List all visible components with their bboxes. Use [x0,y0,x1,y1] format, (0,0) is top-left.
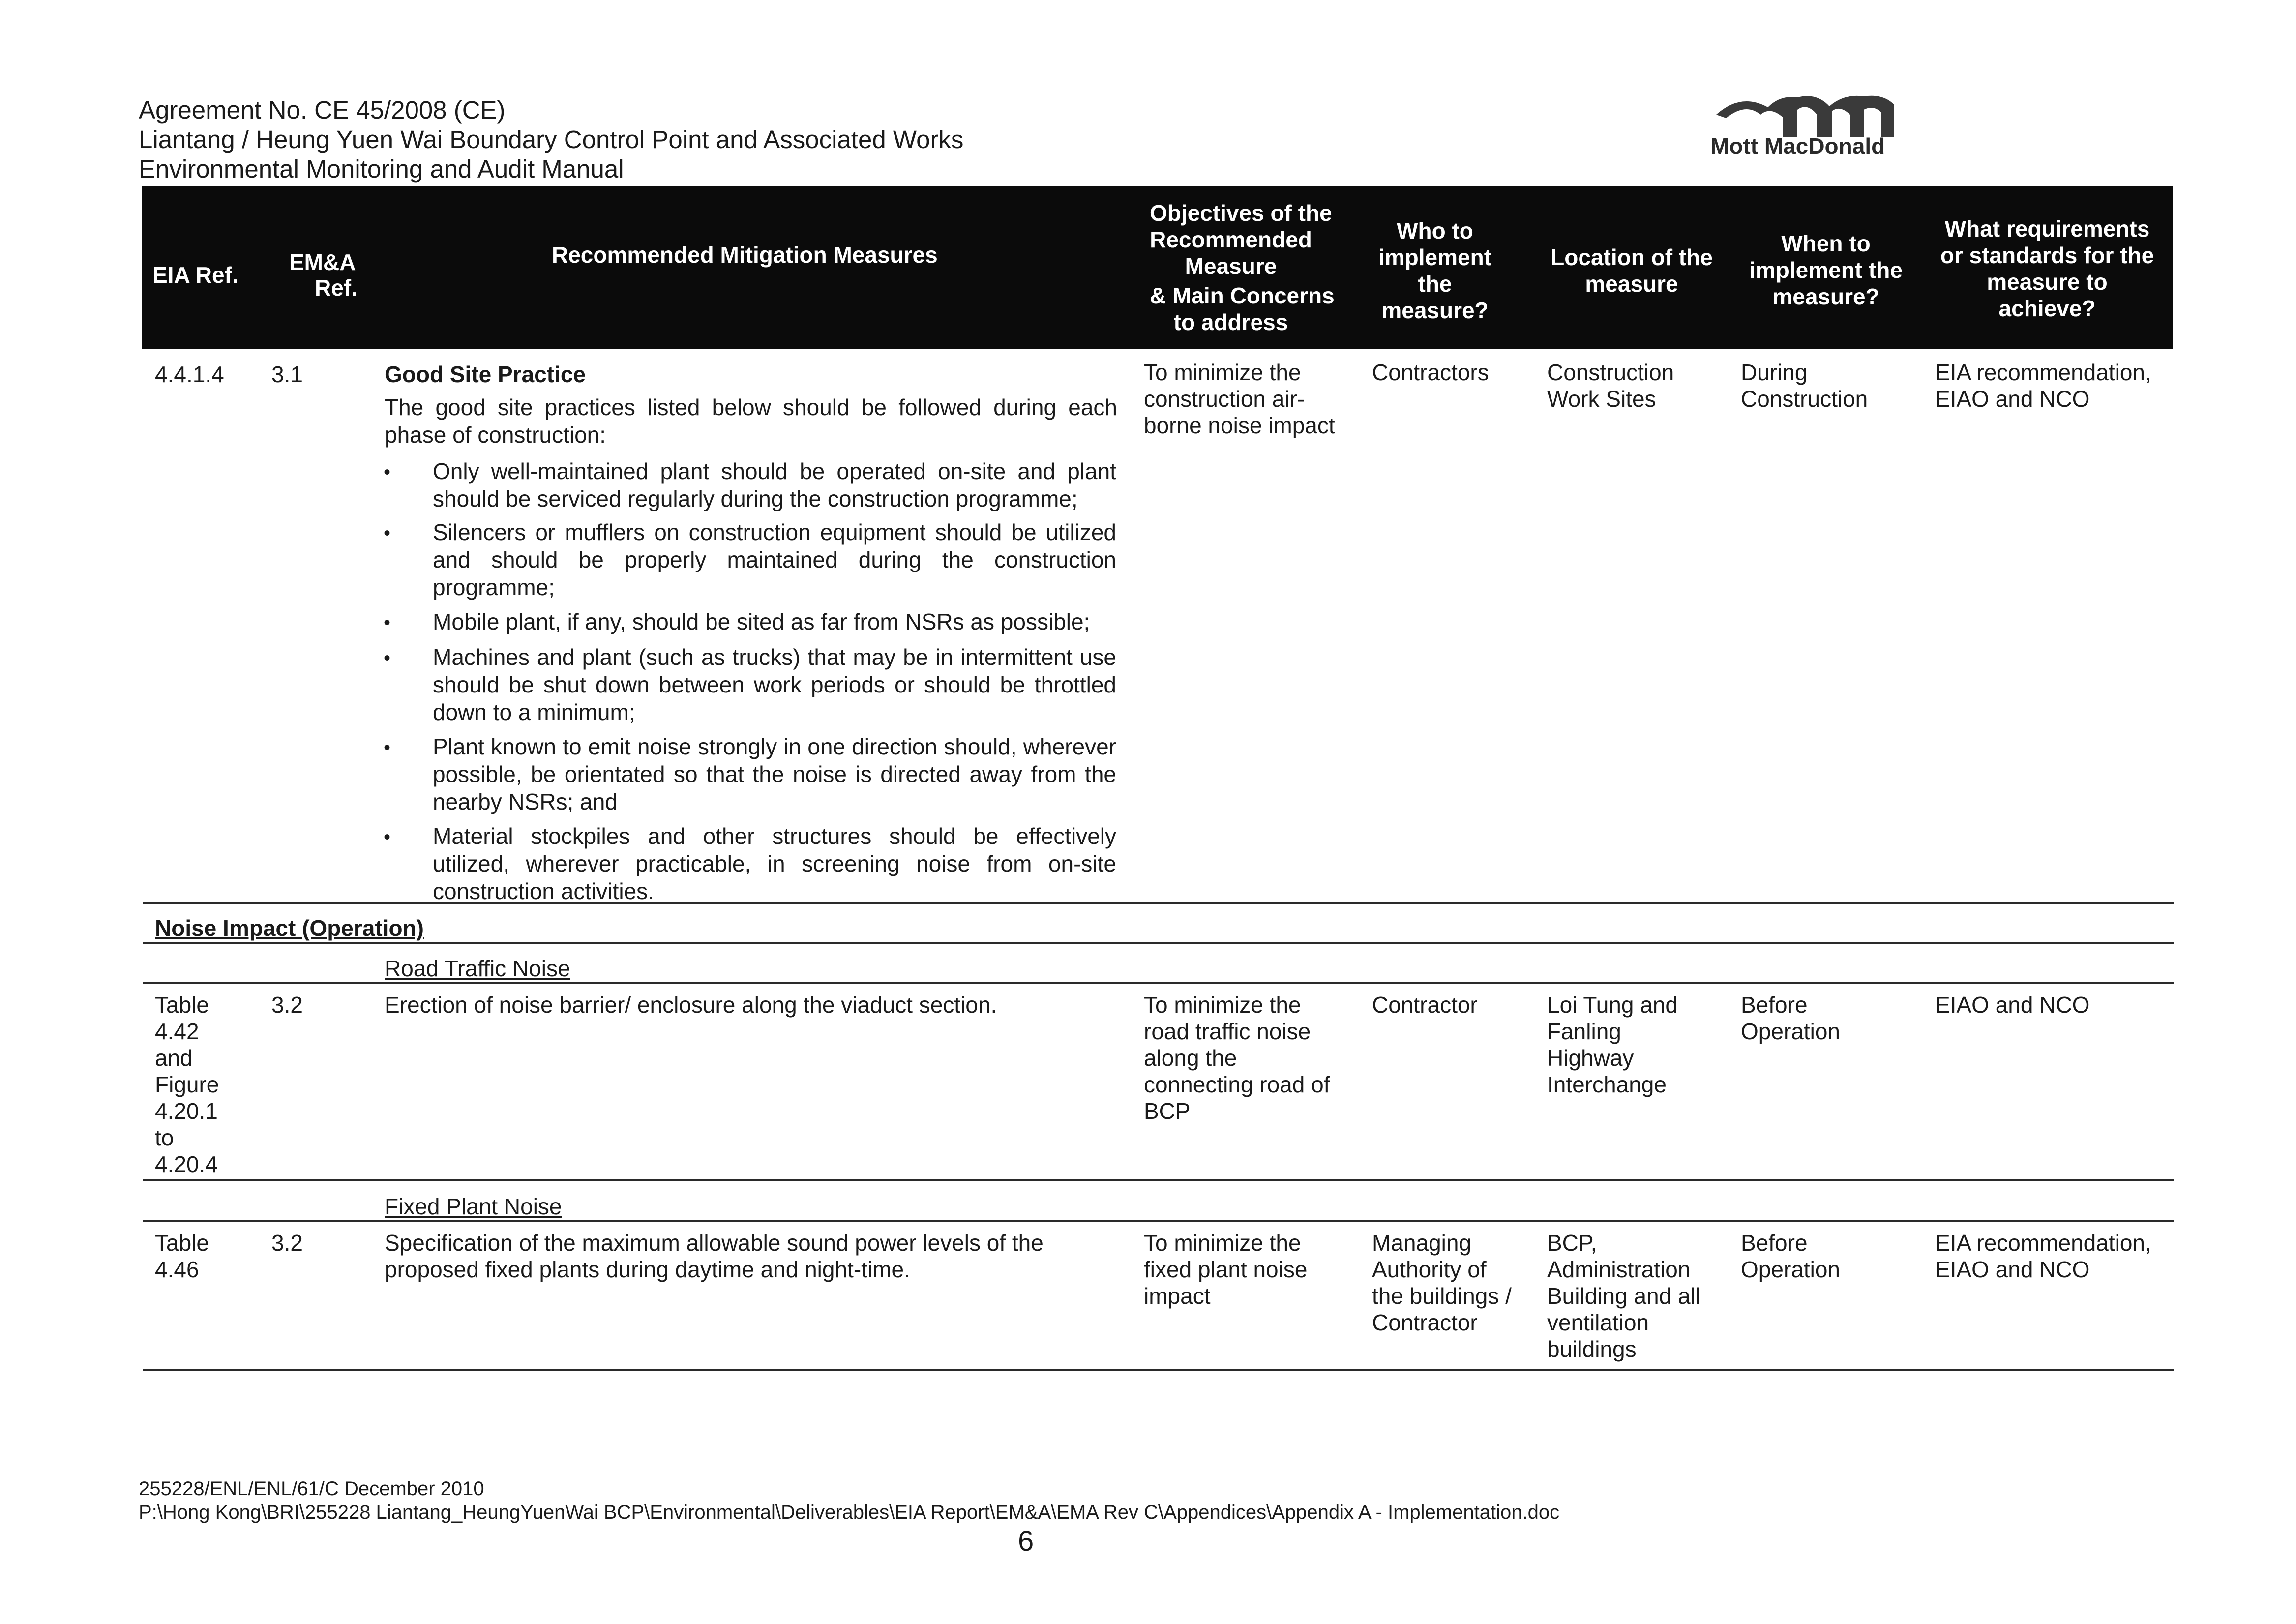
who-cell: Contractors [1372,360,1489,385]
objective-cell: To minimize the road traffic noise along the connecting road of BCP [1144,992,1330,1124]
measure-intro: The good site practices listed below should be followed during each phase of construction: [385,394,1117,448]
row-divider [143,1220,2174,1222]
header-who: Who to implement the measure? [1378,218,1492,323]
page-number: 6 [1018,1525,1034,1557]
bullet-icon: • [384,522,391,544]
subsection-heading: Road Traffic Noise [385,956,570,981]
project-title-line: Liantang / Heung Yuen Wai Boundary Control Point and Associated Works [139,125,964,153]
table-header-row [142,186,2173,349]
list-item: Plant known to emit noise strongly in one direction should, wherever possible, be orientated so that the noise is directed away from the nearby NSRs; and [433,734,1116,814]
requirement-cell: EIA recommendation, EIAO and NCO [1935,1230,2151,1282]
objective-cell: To minimize the fixed plant noise impact [1144,1230,1308,1309]
manual-title-line: Environmental Monitoring and Audit Manual [139,155,624,183]
logo-wordmark: Mott MacDonald [1710,133,1885,159]
row-divider [143,902,2174,904]
ema-ref-cell: 3.2 [271,992,303,1018]
bullet-icon: • [384,826,391,848]
header-requirements: What requirements or standards for the measure to achieve? [1940,216,2154,321]
bullet-icon: • [384,461,391,483]
list-item: Mobile plant, if any, should be sited as far from NSRs as possible; [433,609,1090,634]
location-cell: BCP, Administration Building and all ventilation buildings [1547,1230,1701,1362]
agreement-line: Agreement No. CE 45/2008 (CE) [139,96,506,124]
document-reference: 255228/ENL/ENL/61/C December 2010 [139,1478,484,1500]
requirement-cell: EIA recommendation, EIAO and NCO [1935,360,2151,412]
eia-ref-cell: Table 4.42 and Figure 4.20.1 to 4.20.4 [155,992,219,1177]
subsection-heading: Fixed Plant Noise [385,1194,562,1219]
table-bottom-border [143,1369,2174,1371]
location-cell: Construction Work Sites [1547,360,1674,412]
ema-ref-cell: 3.1 [271,361,303,387]
eia-ref-cell: 4.4.1.4 [155,361,224,387]
eia-ref-cell: Table 4.46 [155,1230,209,1282]
document-header [139,95,963,184]
header-location: Location of the measure [1551,244,1713,297]
who-cell: Contractor [1372,992,1478,1018]
bullet-icon: • [384,647,391,669]
row-divider [143,1179,2174,1181]
list-item: Material stockpiles and other structures should be effectively utilized, wherever practicable, in screening noise from on-site construction activities. [433,823,1116,904]
header-ema-ref: EM&A [289,249,356,275]
row-divider [143,982,2174,984]
header-when: When to implement the measure? [1749,231,1903,309]
header-objectives: Objectives of the Recommended Measure & Main Concerns to address [1150,200,1335,335]
measure-cell: Erection of noise barrier/ enclosure along the viaduct section. [385,992,997,1018]
requirement-cell: EIAO and NCO [1935,992,2090,1018]
list-item: Only well-maintained plant should be operated on-site and plant should be serviced regularly during the construction programme; [433,458,1116,511]
implementation-table [142,186,2173,349]
when-cell: Before Operation [1741,992,1841,1044]
measure-title: Good Site Practice [385,361,586,387]
when-cell: During Construction [1741,360,1868,412]
row-divider [143,942,2174,944]
who-cell: Managing Authority of the buildings / Contractor [1372,1230,1512,1335]
section-heading: Noise Impact (Operation) [155,915,424,941]
file-path: P:\Hong Kong\BRI\255228 Liantang_HeungYuenWai BCP\Environmental\Deliverables\EIA Report\EM&A\EMA Rev C\Appendices\Appendix A - Implementation.doc [139,1502,1560,1523]
objective-cell: To minimize the construction air- borne noise impact [1144,360,1335,438]
when-cell: Before Operation [1741,1230,1841,1282]
location-cell: Loi Tung and Fanling Highway Interchange [1547,992,1678,1097]
bullet-icon: • [384,612,391,633]
bullet-icon: • [384,737,391,758]
list-item: Silencers or mufflers on construction equipment should be utilized and should be properly maintained during the construction programme; [433,519,1116,600]
ema-ref-cell: 3.2 [271,1230,303,1256]
header-recommended: Recommended Mitigation Measures [552,242,938,268]
header-ema-ref-2: Ref. [315,275,358,301]
header-eia-ref: EIA Ref. [152,262,239,288]
list-item: Machines and plant (such as trucks) that may be in intermittent use should be shut down between work periods or should be throttled down to a minimum; [433,644,1116,725]
measure-cell: Specification of the maximum allowable sound power levels of the proposed fixed plants during daytime and night-time. [385,1230,1044,1282]
